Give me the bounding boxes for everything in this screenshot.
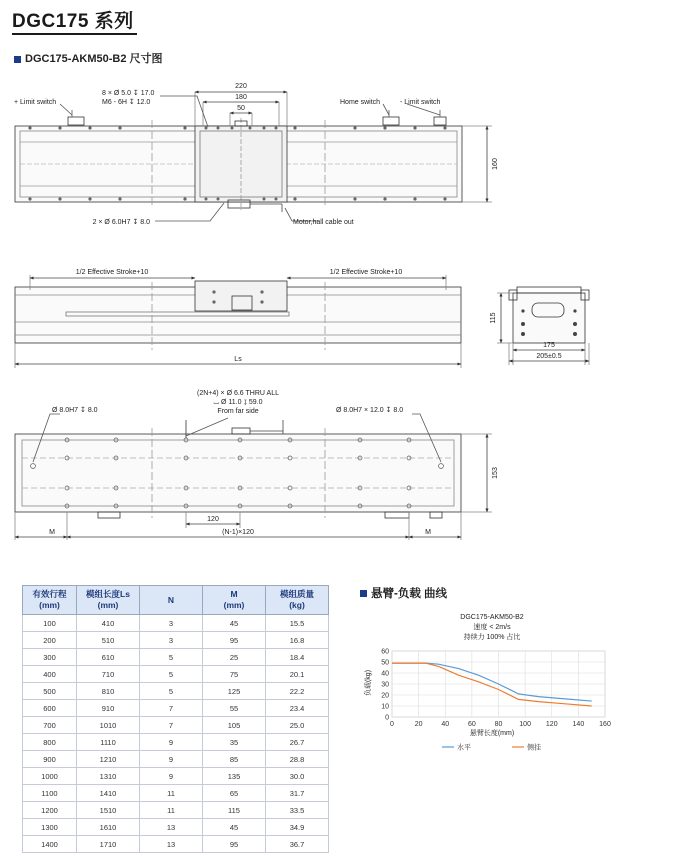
table-cell: 400 [23, 666, 77, 683]
hole-note-1: 8 × Ø 5.0 ↧ 17.0 [102, 90, 155, 97]
square-bullet-icon [360, 590, 367, 597]
table-cell: 1610 [77, 819, 140, 836]
bottom-view [15, 414, 492, 540]
table-cell: 5 [140, 666, 203, 683]
table-cell: 1400 [23, 836, 77, 853]
y-tick-label: 10 [381, 703, 389, 711]
spec-table [22, 585, 329, 853]
table-cell: 11 [140, 785, 203, 802]
dim-m-right: M [425, 529, 431, 536]
table-row [23, 802, 329, 819]
x-tick-label: 120 [545, 721, 558, 728]
table-cell: 20.1 [266, 666, 329, 683]
table-cell: 65 [203, 785, 266, 802]
pin-right-note: Ø 8.0H7 × 12.0 ↧ 8.0 [336, 407, 404, 414]
table-cell: 18.4 [266, 649, 329, 666]
col-header-n: N [140, 586, 203, 615]
table-row [23, 768, 329, 785]
dim-115: 115 [490, 312, 497, 324]
table-cell: 1510 [77, 802, 140, 819]
series-line-0 [392, 663, 592, 701]
col-header-stroke: 有效行程 (mm) [23, 586, 77, 615]
legend-label: 水平 [457, 744, 471, 752]
table-row [23, 836, 329, 853]
dim-50: 50 [237, 105, 245, 112]
table-cell: 135 [203, 768, 266, 785]
col-header-mass: 模组质量 (kg) [266, 586, 329, 615]
table-row [23, 666, 329, 683]
table-cell: 5 [140, 683, 203, 700]
table-cell: 610 [77, 649, 140, 666]
legend-label: 侧挂 [527, 744, 541, 752]
dim-pitch: (N-1)×120 [222, 529, 254, 536]
dim-175: 175 [543, 342, 555, 349]
series-line-1 [392, 663, 592, 706]
top-view [15, 92, 492, 221]
table-cell: 23.4 [266, 700, 329, 717]
table-cell: 45 [203, 615, 266, 632]
col-header-m: M (mm) [203, 586, 266, 615]
table-cell: 95 [203, 836, 266, 853]
table-cell: 910 [77, 700, 140, 717]
table-cell: 9 [140, 751, 203, 768]
table-cell: 7 [140, 700, 203, 717]
table-cell: 1210 [77, 751, 140, 768]
y-tick-label: 60 [381, 648, 389, 656]
x-tick-label: 20 [414, 721, 423, 728]
table-cell: 31.7 [266, 785, 329, 802]
table-cell: 1100 [23, 785, 77, 802]
table-cell: 30.0 [266, 768, 329, 785]
table-cell: 33.5 [266, 802, 329, 819]
table-cell: 28.8 [266, 751, 329, 768]
chart-ylabel: 负载(kg) [365, 669, 372, 697]
load-chart [360, 607, 620, 757]
table-cell: 700 [23, 717, 77, 734]
table-row [23, 751, 329, 768]
pin-left-note: Ø 8.0H7 ↧ 8.0 [52, 407, 98, 414]
chart-section-heading-text: 悬臂-负载 曲线 [371, 588, 448, 600]
hole-note-2: M6 - 6H ↧ 12.0 [102, 99, 151, 106]
y-tick-label: 40 [381, 670, 389, 678]
y-tick-label: 20 [381, 692, 389, 700]
x-tick-label: 140 [572, 721, 585, 728]
dim-205: 205±0.5 [536, 353, 562, 360]
table-row [23, 649, 329, 666]
table-cell: 26.7 [266, 734, 329, 751]
table-cell: 510 [77, 632, 140, 649]
dim-220: 220 [235, 83, 247, 90]
dim-180: 180 [235, 94, 247, 101]
chart-subtitle-1: 速度 < 2m/s [473, 624, 511, 631]
dim-153: 153 [492, 467, 499, 479]
table-row [23, 615, 329, 632]
table-cell: 100 [23, 615, 77, 632]
table-cell: 1410 [77, 785, 140, 802]
col-header-length: 模组长度Ls (mm) [77, 586, 140, 615]
x-tick-label: 100 [519, 721, 531, 728]
table-cell: 1300 [23, 819, 77, 836]
table-cell: 3 [140, 615, 203, 632]
home-switch-label: Home switch [340, 99, 381, 106]
table-cell: 500 [23, 683, 77, 700]
table-cell: 34.9 [266, 819, 329, 836]
stroke-left-label: 1/2 Effective Stroke+10 [75, 269, 149, 276]
y-tick-label: 30 [381, 681, 389, 689]
y-tick-label: 50 [381, 659, 389, 667]
table-cell: 1000 [23, 768, 77, 785]
table-cell: 15.5 [266, 615, 329, 632]
x-tick-label: 160 [599, 721, 611, 728]
chart-subtitle-2: 持续力 100% 占比 [463, 634, 521, 641]
table-cell: 25.0 [266, 717, 329, 734]
table-cell: 9 [140, 734, 203, 751]
table-cell: 1710 [77, 836, 140, 853]
table-cell: 1310 [77, 768, 140, 785]
table-cell: 200 [23, 632, 77, 649]
table-cell: 11 [140, 802, 203, 819]
table-row [23, 717, 329, 734]
table-row [23, 683, 329, 700]
table-cell: 95 [203, 632, 266, 649]
limit-switch-plus-label: + Limit switch [14, 99, 57, 106]
chart-xlabel: 悬臂长度(mm) [469, 730, 515, 737]
table-cell: 36.7 [266, 836, 329, 853]
table-cell: 85 [203, 751, 266, 768]
table-cell: 1010 [77, 717, 140, 734]
table-cell: 16.8 [266, 632, 329, 649]
table-cell: 410 [77, 615, 140, 632]
section-heading-chart [360, 585, 447, 601]
table-cell: 45 [203, 819, 266, 836]
table-cell: 5 [140, 649, 203, 666]
table-row [23, 819, 329, 836]
x-tick-label: 40 [441, 721, 450, 728]
page-title: DGC175 系列 [12, 11, 134, 32]
table-header-row [23, 586, 329, 615]
table-cell: 1110 [77, 734, 140, 751]
y-tick-label: 0 [385, 714, 389, 722]
dim-m-left: M [49, 529, 55, 536]
table-cell: 600 [23, 700, 77, 717]
table-row [23, 632, 329, 649]
chart-title: DGC175-AKM50-B2 [460, 614, 524, 621]
table-cell: 25 [203, 649, 266, 666]
table-cell: 300 [23, 649, 77, 666]
table-cell: 75 [203, 666, 266, 683]
table-cell: 7 [140, 717, 203, 734]
x-tick-label: 0 [390, 721, 394, 728]
table-cell: 13 [140, 836, 203, 853]
table-cell: 55 [203, 700, 266, 717]
table-cell: 9 [140, 768, 203, 785]
table-row [23, 734, 329, 751]
thru-note-1: (2N+4) × Ø 6.6 THRU ALL [197, 390, 279, 397]
table-cell: 710 [77, 666, 140, 683]
table-cell: 800 [23, 734, 77, 751]
table-cell: 3 [140, 632, 203, 649]
length-ls-label: Ls [234, 356, 242, 363]
section-heading-text: DGC175-AKM50-B2 尺寸图 [25, 53, 163, 65]
side-view [15, 275, 589, 368]
dim-120: 120 [207, 516, 219, 523]
table-cell: 125 [203, 683, 266, 700]
table-cell: 105 [203, 717, 266, 734]
dim-160: 160 [492, 158, 499, 170]
thru-note-3: From far side [217, 408, 259, 415]
stroke-right-label: 1/2 Effective Stroke+10 [329, 269, 403, 276]
pin-note: 2 × Ø 6.0H7 ↧ 8.0 [92, 219, 150, 226]
table-cell: 900 [23, 751, 77, 768]
limit-switch-minus-label: - Limit switch [400, 99, 441, 106]
table-cell: 115 [203, 802, 266, 819]
x-tick-label: 60 [467, 721, 476, 728]
table-cell: 810 [77, 683, 140, 700]
x-tick-label: 80 [494, 721, 503, 728]
table-row [23, 785, 329, 802]
table-cell: 35 [203, 734, 266, 751]
table-cell: 1200 [23, 802, 77, 819]
thru-note-2: ⌴ Ø 11.0 ↧ 59.0 [213, 399, 263, 406]
cable-note: Motor,hall cable out [293, 219, 354, 226]
table-row [23, 700, 329, 717]
table-cell: 13 [140, 819, 203, 836]
table-cell: 22.2 [266, 683, 329, 700]
